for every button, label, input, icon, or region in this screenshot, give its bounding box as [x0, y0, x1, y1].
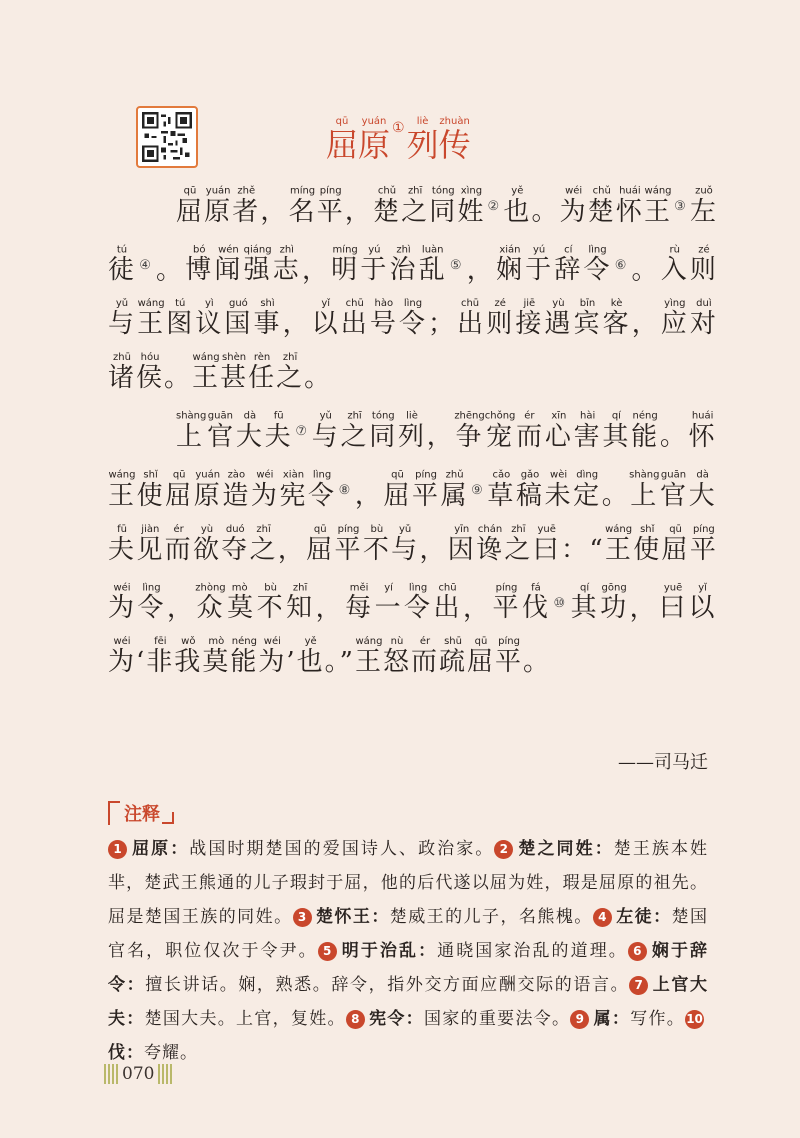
text-char: 而ér: [410, 636, 439, 678]
text-char: 屈qū: [467, 636, 496, 678]
text-char: 使shǐ: [136, 469, 166, 511]
note-ref: ⑨: [471, 482, 486, 498]
text-char: 谗chán: [476, 523, 505, 565]
text-char: 伐fá: [521, 582, 552, 624]
stripe-deco-icon: [158, 1064, 172, 1084]
text-char: 疏shū: [439, 636, 468, 678]
text-char: 徒tú: [108, 244, 138, 286]
text-char: 事shì: [253, 298, 283, 340]
text-char: 王wáng: [354, 636, 383, 678]
paragraph: [108, 180, 718, 405]
note-term: 屈原: [131, 839, 171, 859]
punctuation: 。: [304, 363, 333, 394]
note-text: 擅长讲话。娴，熟悉。辞令，指外交方面应酬交际的语言。: [145, 975, 630, 995]
text-char: 屈qū: [176, 185, 205, 227]
text-char: 大dà: [235, 410, 265, 452]
title-char: 屈qū: [326, 116, 359, 164]
page-number: 070: [122, 1064, 155, 1084]
text-char: 不bù: [256, 582, 287, 624]
text-char: 王wáng: [604, 523, 634, 565]
punctuation: ”: [339, 647, 355, 678]
text-char: 我wǒ: [174, 636, 203, 678]
text-char: 同tóng: [369, 410, 399, 452]
punctuation: ，: [463, 593, 493, 624]
text-char: 曰yuē: [659, 582, 689, 624]
text-char: 定dìng: [573, 469, 602, 511]
text-char: 应yìng: [660, 298, 690, 340]
text-char: 国guó: [224, 298, 254, 340]
text-char: 官guān: [659, 469, 689, 511]
note-ref: ⑥: [614, 257, 630, 273]
text-char: 令lìng: [398, 298, 429, 340]
text-char: 曰yuē: [532, 523, 561, 565]
note-text: 夸耀。: [144, 1043, 198, 1063]
note-sep: ：: [405, 1009, 424, 1029]
note-ref: ②: [487, 199, 502, 214]
note-sep: ：: [418, 941, 438, 961]
text-char: 欲yù: [192, 523, 222, 565]
text-char: 明míng: [331, 244, 361, 286]
text-char: 则zé: [486, 298, 516, 340]
text-char: 为wéi: [250, 469, 280, 511]
note-item: [108, 839, 494, 859]
text-char: 甚shèn: [220, 352, 249, 394]
text-char: 平píng: [495, 636, 524, 678]
text-char: 见jiàn: [136, 523, 165, 565]
text-char: 平píng: [316, 185, 345, 227]
text-char: 稿gǎo: [515, 469, 545, 511]
punctuation: ，: [629, 593, 660, 624]
text-char: 楚chǔ: [587, 185, 616, 227]
text-char: 客kè: [602, 298, 632, 340]
text-char: 议yì: [195, 298, 225, 340]
text-char: 之zhī: [504, 523, 533, 565]
punctuation: ’: [286, 647, 297, 678]
text-char: 心xīn: [544, 410, 574, 452]
text-char: 宪xiàn: [279, 469, 309, 511]
punctuation: ，: [466, 255, 496, 286]
text-char: 同tóng: [429, 185, 458, 227]
punctuation: ，: [354, 480, 384, 511]
text-char: 屈qū: [165, 469, 194, 511]
note-number-badge: 5: [318, 942, 337, 961]
punctuation: ，: [260, 196, 289, 227]
note-sep: ：: [126, 1009, 145, 1029]
note-term: 娴于辞令: [108, 941, 709, 995]
note-ref: ⑧: [338, 482, 353, 498]
text-char: 楚chǔ: [372, 185, 402, 227]
text-char: 上shàng: [176, 410, 207, 452]
title-char: 传zhuàn: [438, 116, 471, 164]
text-char: 与yǔ: [108, 298, 138, 340]
text-char: 于yú: [360, 244, 390, 286]
text-char: 平píng: [492, 582, 522, 624]
note-term: 左徒: [615, 907, 654, 927]
text-char: 也yě: [503, 185, 532, 227]
main-text: [108, 180, 718, 689]
note-number-badge: 9: [570, 1010, 589, 1029]
author: ——司马迁: [618, 752, 708, 773]
text-char: 出chū: [456, 298, 487, 340]
text-char: 王wáng: [644, 185, 673, 227]
text-char: 号hào: [369, 298, 399, 340]
note-item: [570, 1009, 685, 1029]
qr-code-icon[interactable]: [136, 106, 198, 168]
note-ref: ⑤: [449, 257, 465, 273]
notes-header: [108, 800, 174, 826]
text-char: 诸zhū: [108, 352, 137, 394]
note-sep: ：: [170, 839, 190, 859]
text-char: 以yǐ: [311, 298, 341, 340]
text-char: 志zhì: [272, 244, 302, 286]
text-char: 一yí: [374, 582, 405, 624]
text-char: 平píng: [334, 523, 363, 565]
text-char: 姓xìng: [457, 185, 486, 227]
text-char: 为wéi: [559, 185, 588, 227]
punctuation: 。: [523, 647, 552, 678]
text-char: 令lìng: [308, 469, 337, 511]
title-char: 原yuán: [358, 116, 391, 164]
punctuation: 。: [164, 363, 193, 394]
text-char: 乱luàn: [418, 244, 448, 286]
text-char: 其qí: [602, 410, 632, 452]
bracket-deco-icon: [162, 812, 174, 824]
text-char: 屈qū: [661, 523, 690, 565]
note-text: 楚国官名，职位仅次于令尹。: [108, 907, 709, 961]
text-char: 辞cí: [554, 244, 584, 286]
text-char: 宾bīn: [573, 298, 603, 340]
text-char: 王wáng: [192, 352, 221, 394]
punctuation: ，: [344, 196, 373, 227]
text-char: 之zhī: [249, 523, 278, 565]
note-term: 楚怀王: [315, 907, 372, 927]
text-char: 闻wén: [214, 244, 244, 286]
punctuation: ，: [315, 593, 346, 624]
text-char: 之zhī: [401, 185, 430, 227]
title-note-ref: ①: [392, 120, 405, 136]
text-char: 王wáng: [137, 298, 167, 340]
note-sep: ：: [611, 1009, 631, 1029]
punctuation: ：: [561, 534, 590, 565]
note-sep: ：: [126, 1043, 144, 1063]
text-char: 于yú: [525, 244, 555, 286]
text-char: 屈qū: [383, 469, 413, 511]
text-char: 每měi: [345, 582, 375, 624]
note-ref: ⑩: [553, 595, 569, 611]
text-char: 众zhòng: [195, 582, 226, 624]
text-char: 夫fū: [108, 523, 137, 565]
note-number-badge: 10: [685, 1010, 704, 1029]
note-term: 明于治乱: [340, 941, 419, 961]
bracket-deco-icon: [108, 801, 120, 825]
text-char: 能néng: [230, 636, 259, 678]
page-footer: [100, 1064, 176, 1084]
text-char: 为wéi: [258, 636, 287, 678]
text-char: 左zuǒ: [689, 185, 718, 227]
text-char: 名míng: [288, 185, 317, 227]
text-char: 为wéi: [108, 636, 137, 678]
text-char: 以yǐ: [688, 582, 717, 624]
text-char: 其qí: [570, 582, 601, 624]
notes-body: [108, 832, 708, 1070]
text-char: 令lìng: [583, 244, 613, 286]
text-char: 怀huái: [615, 185, 645, 227]
text-char: 造zào: [222, 469, 251, 511]
page-title: [326, 116, 471, 166]
text-char: 列liè: [398, 410, 427, 452]
text-char: 屈qū: [306, 523, 335, 565]
note-term: 伐: [108, 1043, 126, 1063]
note-text: 楚王族本姓芈，楚武王熊通的儿子瑕封于屈，他的后代遂以屈为姓，瑕是屈原的祖先。屈是楚国王族的同姓。: [108, 839, 709, 927]
paragraph: [108, 405, 718, 689]
text-char: 原yuán: [193, 469, 223, 511]
text-char: 入rù: [660, 244, 690, 286]
note-term: 楚之同姓: [517, 839, 595, 859]
punctuation: ，: [166, 593, 197, 624]
note-item: [293, 907, 593, 927]
text-char: 也yě: [296, 636, 325, 678]
punctuation: ‘: [136, 647, 147, 678]
note-text: 战国时期楚国的爱国诗人、政治家。: [189, 839, 495, 859]
title-char: 列liè: [406, 116, 439, 164]
note-number-badge: 2: [494, 840, 513, 859]
text-char: 知zhī: [286, 582, 316, 624]
text-char: 能néng: [631, 410, 660, 452]
note-sep: ：: [653, 907, 672, 927]
text-char: 对duì: [689, 298, 718, 340]
text-char: 之zhī: [276, 352, 305, 394]
text-char: 治zhì: [389, 244, 419, 286]
text-char: 与yǔ: [391, 523, 420, 565]
note-number-badge: 6: [628, 942, 647, 961]
note-ref: ④: [139, 257, 155, 273]
text-char: 使shǐ: [633, 523, 662, 565]
text-char: 功gōng: [600, 582, 630, 624]
note-term: 属: [593, 1009, 612, 1029]
punctuation: ，: [419, 534, 448, 565]
text-char: 平píng: [689, 523, 718, 565]
text-char: 草cǎo: [487, 469, 516, 511]
note-number-badge: 7: [629, 976, 648, 995]
punctuation: ，: [282, 309, 312, 340]
text-char: 官guān: [206, 410, 236, 452]
punctuation: 。: [659, 421, 689, 452]
text-char: 大dà: [688, 469, 717, 511]
note-text: 国家的重要法令。: [423, 1009, 571, 1029]
text-char: 为wéi: [108, 582, 138, 624]
note-term: 宪令: [368, 1009, 406, 1029]
punctuation: 。: [531, 196, 560, 227]
text-char: 因yīn: [447, 523, 477, 565]
text-char: 上shàng: [629, 469, 660, 511]
text-char: 不bù: [362, 523, 392, 565]
note-item: [318, 941, 628, 961]
text-char: 夺duó: [221, 523, 250, 565]
text-char: 遇yù: [544, 298, 574, 340]
note-sep: ：: [126, 975, 146, 995]
text-char: 争zhēng: [454, 410, 485, 452]
text-char: 宠chǒng: [484, 410, 516, 452]
text-char: 莫mò: [225, 582, 257, 624]
text-char: 令lìng: [404, 582, 434, 624]
punctuation: ，: [631, 309, 661, 340]
text-char: 害hài: [573, 410, 603, 452]
note-text: 写作。: [630, 1009, 686, 1029]
text-char: 令lìng: [137, 582, 167, 624]
text-char: 非fēi: [146, 636, 175, 678]
text-char: 侯hóu: [136, 352, 165, 394]
text-char: 图tú: [166, 298, 196, 340]
note-ref: ③: [674, 199, 688, 214]
punctuation: 。: [324, 647, 340, 678]
text-char: 而ér: [515, 410, 545, 452]
punctuation: “: [589, 534, 605, 565]
punctuation: ；: [428, 309, 457, 340]
note-item: [346, 1009, 571, 1029]
note-sep: ：: [371, 907, 390, 927]
text-char: 原yuán: [204, 185, 233, 227]
stripe-deco-icon: [104, 1064, 118, 1084]
text-char: 怀huái: [688, 410, 717, 452]
text-char: 强qiáng: [243, 244, 273, 286]
punctuation: ，: [277, 534, 307, 565]
note-text: 通晓国家治乱的道理。: [437, 941, 628, 961]
text-char: 莫mò: [202, 636, 231, 678]
text-char: 王wáng: [108, 469, 137, 511]
note-ref: ⑦: [295, 424, 310, 440]
punctuation: 。: [601, 480, 631, 511]
text-char: 娴xián: [495, 244, 526, 286]
note-sep: ：: [594, 839, 614, 859]
text-char: 夫fū: [264, 410, 294, 452]
note-text: 楚国大夫。上官，复姓。: [144, 1009, 346, 1029]
text-char: 之zhī: [340, 410, 370, 452]
punctuation: 。: [156, 255, 186, 286]
note-term: 上官大夫: [108, 975, 709, 1029]
note-number-badge: 3: [293, 908, 312, 927]
text-char: 任rèn: [248, 352, 277, 394]
note-number-badge: 8: [346, 1010, 365, 1029]
punctuation: ，: [301, 255, 332, 286]
text-char: 者zhě: [232, 185, 261, 227]
text-char: 与yǔ: [311, 410, 341, 452]
text-char: 怒nù: [382, 636, 411, 678]
text-char: 接jiē: [515, 298, 545, 340]
notes-label: 注释: [124, 804, 160, 825]
punctuation: 。: [631, 255, 661, 286]
punctuation: ，: [426, 421, 456, 452]
text-char: 未wèi: [544, 469, 574, 511]
text-char: 平píng: [412, 469, 441, 511]
text-char: 而ér: [164, 523, 193, 565]
text-char: 出chū: [433, 582, 464, 624]
text-char: 属zhǔ: [440, 469, 470, 511]
note-text: 楚威王的儿子，名熊槐。: [389, 907, 593, 927]
note-number-badge: 4: [593, 908, 612, 927]
text-char: 博bó: [185, 244, 215, 286]
text-char: 出chū: [340, 298, 370, 340]
note-number-badge: 1: [108, 840, 127, 859]
text-char: 则zé: [689, 244, 718, 286]
